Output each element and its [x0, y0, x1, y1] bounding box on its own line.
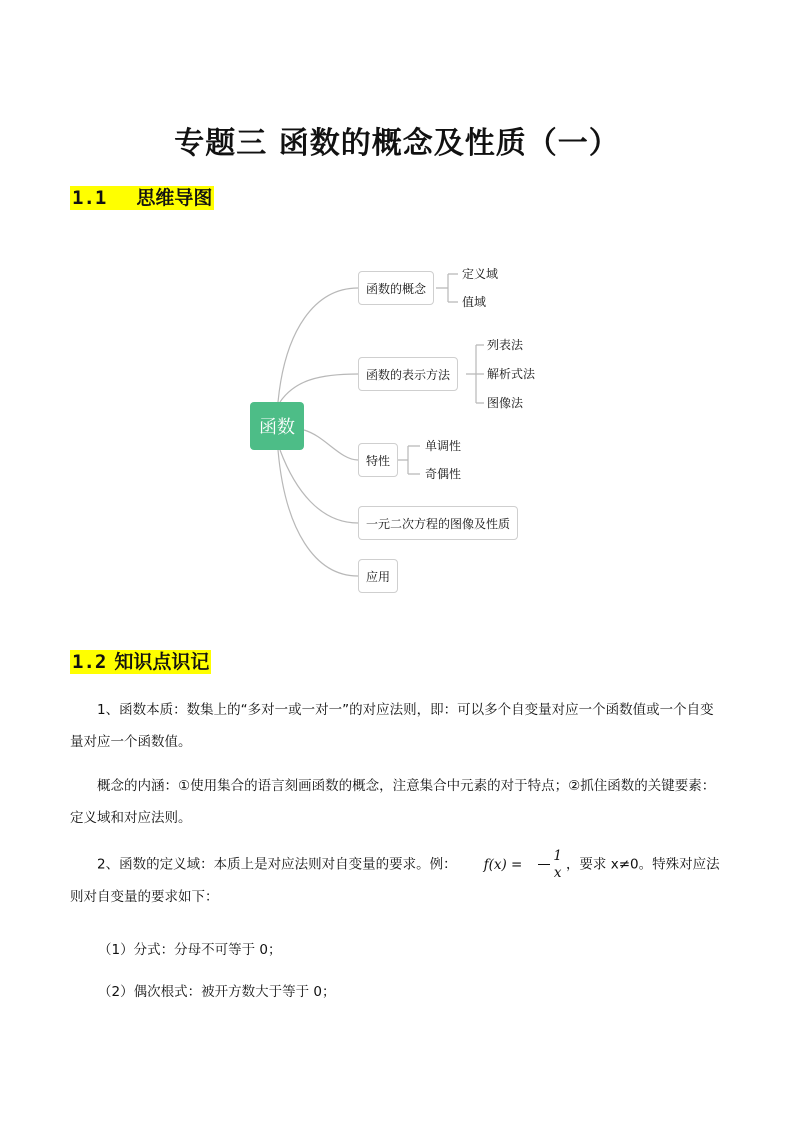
section-label: 知识点识记: [114, 651, 210, 673]
leaf-monotonicity: 单调性: [425, 439, 462, 453]
domain-text-before: 2、函数的定义域：本质上是对应法则对自变量的要求。例：: [97, 856, 457, 873]
leaf-domain: 定义域: [462, 267, 499, 281]
section-label: 思维导图: [136, 187, 213, 209]
leaf-table-method: 列表法: [487, 338, 524, 352]
paragraph-concept-connotation: 概念的内涵：①使用集合的语言刻画函数的概念，注意集合中元素的对于特点；②抓住函数的关键要素：定义域和对应法则。: [70, 778, 716, 826]
formula-numerator: 1: [553, 848, 562, 864]
mind-map-root: 函数: [250, 402, 304, 450]
paragraph-domain: [70, 848, 724, 913]
paragraph-fraction-rule: （1）分式：分母不可等于 0；: [98, 942, 282, 958]
node-application: 应用: [358, 559, 398, 593]
leaf-graph-method: 图像法: [487, 396, 524, 410]
paragraph-root-rule: （2）偶次根式：被开方数大于等于 0；: [98, 984, 336, 1000]
paragraph-function-essence: 1、函数本质：数集上的“多对一或一对一”的对应法则，即：可以多个自变量对应一个函数值或一个自变量对应一个函数值。: [70, 702, 714, 750]
page-title: 专题三 函数的概念及性质（一）: [174, 126, 620, 161]
formula-fraction: [526, 848, 562, 881]
node-function-concept: 函数的概念: [358, 271, 434, 305]
mind-map: [240, 240, 560, 610]
domain-text-after: ，要求 x≠0。特殊对应法则对自变量的要求如下：: [70, 856, 720, 905]
leaf-parity: 奇偶性: [425, 467, 462, 481]
node-properties: 特性: [358, 443, 398, 477]
node-quadratic: 一元二次方程的图像及性质: [358, 506, 518, 540]
section-number: 1.2: [72, 651, 107, 673]
formula-denominator: x: [553, 865, 562, 881]
section-heading-mindmap: [70, 186, 214, 210]
leaf-range: 值域: [462, 295, 487, 309]
section-number: 1.1: [72, 187, 107, 209]
formula-lhs: f(x) =: [483, 856, 523, 873]
leaf-formula-method: 解析式法: [487, 367, 536, 381]
section-heading-knowledge: [70, 650, 211, 674]
node-representation: 函数的表示方法: [358, 357, 458, 391]
